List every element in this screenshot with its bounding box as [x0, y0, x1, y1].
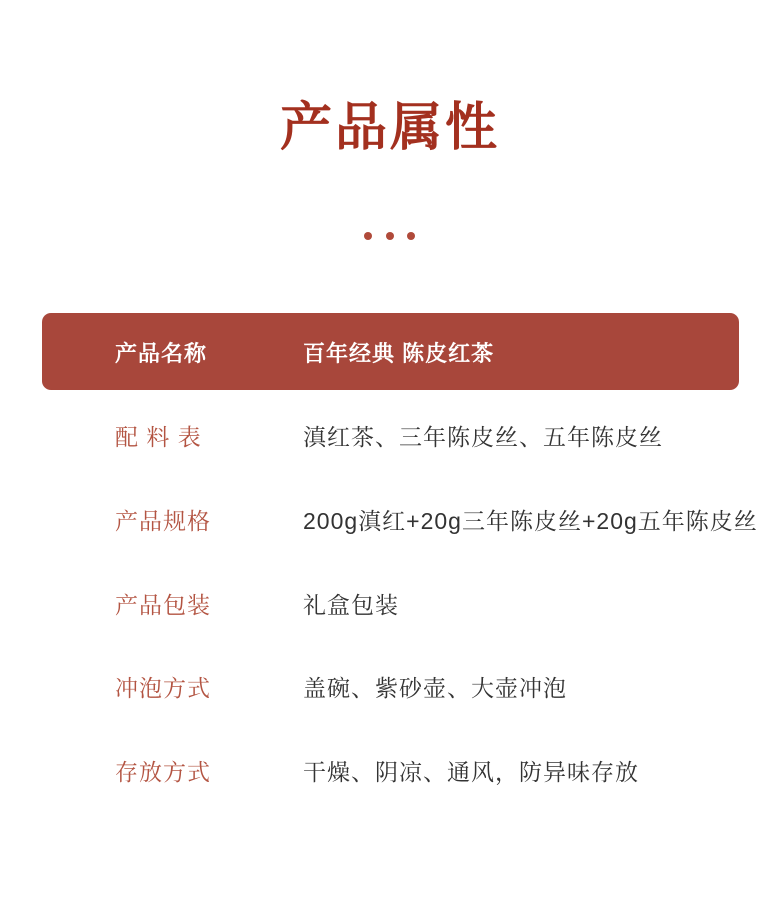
attribute-value: 盖碗、紫砂壶、大壶冲泡 [303, 675, 567, 701]
attribute-value: 干燥、阴凉、通风，防异味存放 [303, 759, 639, 785]
attribute-row-ingredients [0, 417, 780, 457]
attribute-row-storage [0, 752, 780, 792]
attribute-label: 冲泡方式 [115, 675, 211, 701]
attribute-row-packaging [0, 585, 780, 625]
attribute-label: 产品规格 [115, 508, 211, 534]
attribute-row-brewing [0, 668, 780, 708]
dot-icon [386, 232, 394, 240]
dot-icon [364, 232, 372, 240]
page-title: 产品属性 [279, 99, 500, 157]
attribute-value: 200g滇红+20g三年陈皮丝+20g五年陈皮丝 [303, 508, 758, 534]
attribute-label: 存放方式 [115, 759, 211, 785]
attribute-row-specification [0, 501, 780, 541]
attribute-value: 礼盒包装 [303, 592, 399, 618]
header-value: 百年经典 陈皮红茶 [303, 341, 495, 366]
attribute-value: 滇红茶、三年陈皮丝、五年陈皮丝 [303, 424, 663, 450]
dots-divider [0, 232, 780, 240]
attribute-label: 配 料 表 [115, 424, 202, 450]
attribute-label: 产品包装 [115, 592, 211, 618]
attributes-header-row [42, 313, 739, 390]
dot-icon [407, 232, 415, 240]
header-label: 产品名称 [115, 341, 208, 366]
